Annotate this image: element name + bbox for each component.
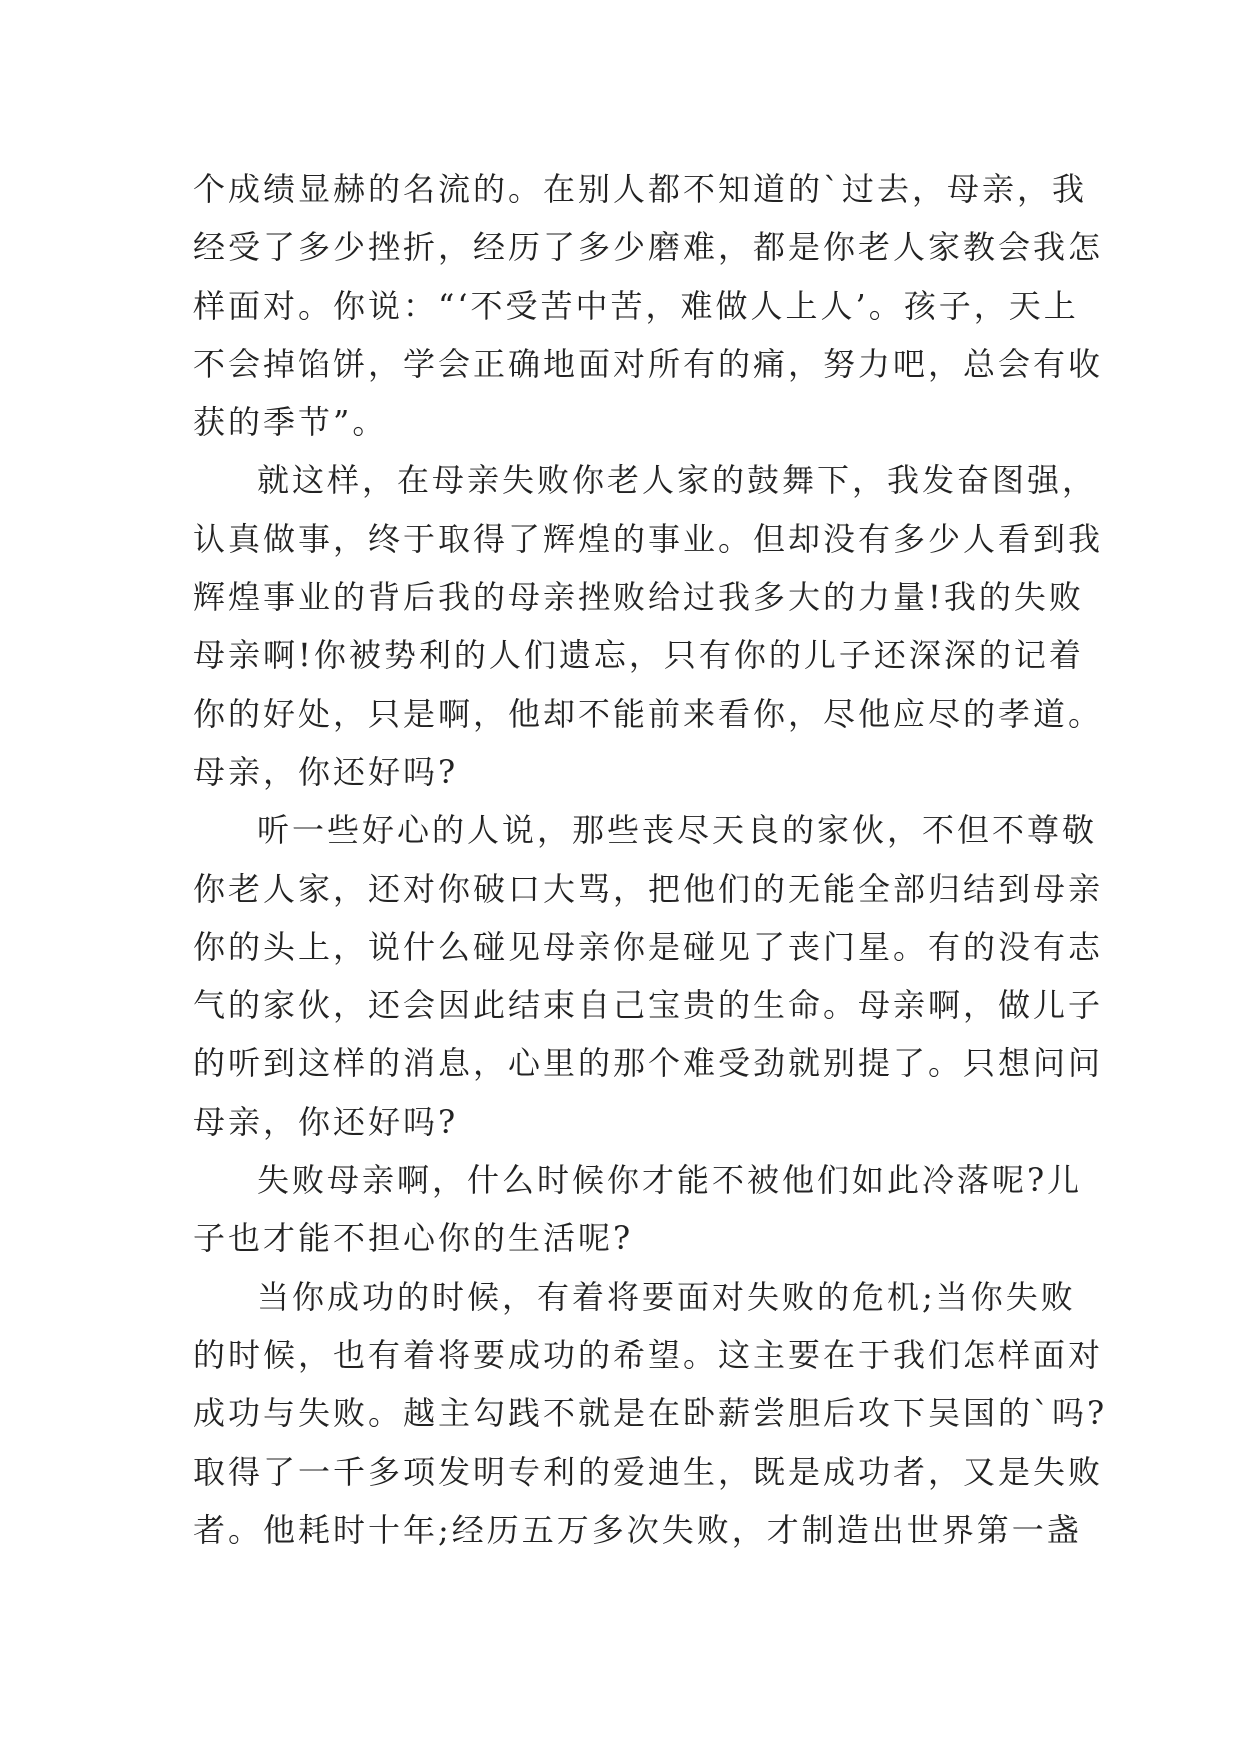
text-line: 你的头上，说什么碰见母亲你是碰见了丧门星。有的没有志 — [193, 927, 1104, 966]
text-line: 你的好处，只是啊，他却不能前来看你，尽他应尽的孝道。 — [193, 694, 1104, 733]
body-text — [193, 160, 1108, 1559]
text-line: 者。他耗时十年;经历五万多次失败，才制造出世界第一盏 — [193, 1510, 1082, 1549]
text-line: 认真做事，终于取得了辉煌的事业。但却没有多少人看到我 — [193, 519, 1104, 558]
text-line: 的听到这样的消息，心里的那个难受劲就别提了。只想问问 — [193, 1044, 1104, 1083]
text-line: 经受了多少挫折，经历了多少磨难，都是你老人家教会我怎 — [193, 228, 1104, 267]
text-line: 的时候，也有着将要成功的希望。这主要在于我们怎样面对 — [193, 1335, 1104, 1374]
paragraph-first-line: 当你成功的时候，有着将要面对失败的危机;当你失败 — [257, 1277, 1076, 1316]
text-line: 取得了一千多项发明专利的爱迪生，既是成功者，又是失败 — [193, 1452, 1104, 1491]
paragraph-first-line: 就这样，在母亲失败你老人家的鼓舞下，我发奋图强， — [257, 461, 1098, 500]
text-line: 你老人家，还对你破口大骂，把他们的无能全部归结到母亲 — [193, 869, 1104, 908]
text-line: 个成绩显赫的名流的。在别人都不知道的`过去，母亲，我 — [193, 170, 1088, 208]
text-line: 样面对。你说：“‘不受苦中苦，难做人上人’。孩子，天上 — [193, 286, 1079, 325]
text-line: 子也才能不担心你的生活呢? — [193, 1219, 634, 1258]
text-line: 辉煌事业的背后我的母亲挫败给过我多大的力量!我的失败 — [193, 578, 1084, 617]
text-line: 母亲，你还好吗? — [193, 752, 459, 791]
text-line: 成功与失败。越主勾践不就是在卧薪尝胆后攻下吴国的`吗? — [193, 1394, 1108, 1433]
paragraph-first-line: 失败母亲啊，什么时候你才能不被他们如此冷落呢?儿 — [257, 1161, 1083, 1200]
text-line: 气的家伙，还会因此结束自己宝贵的生命。母亲啊，做儿子 — [193, 986, 1104, 1025]
text-line: 母亲啊!你被势利的人们遗忘，只有你的儿子还深深的记着 — [193, 636, 1084, 675]
text-line: 获的季节”。 — [193, 403, 388, 442]
text-line: 母亲，你还好吗? — [193, 1102, 459, 1141]
text-line: 不会掉馅饼，学会正确地面对所有的痛，努力吧，总会有收 — [193, 344, 1104, 383]
paragraph-first-line: 听一些好心的人说，那些丧尽天良的家伙，不但不尊敬 — [257, 811, 1098, 850]
